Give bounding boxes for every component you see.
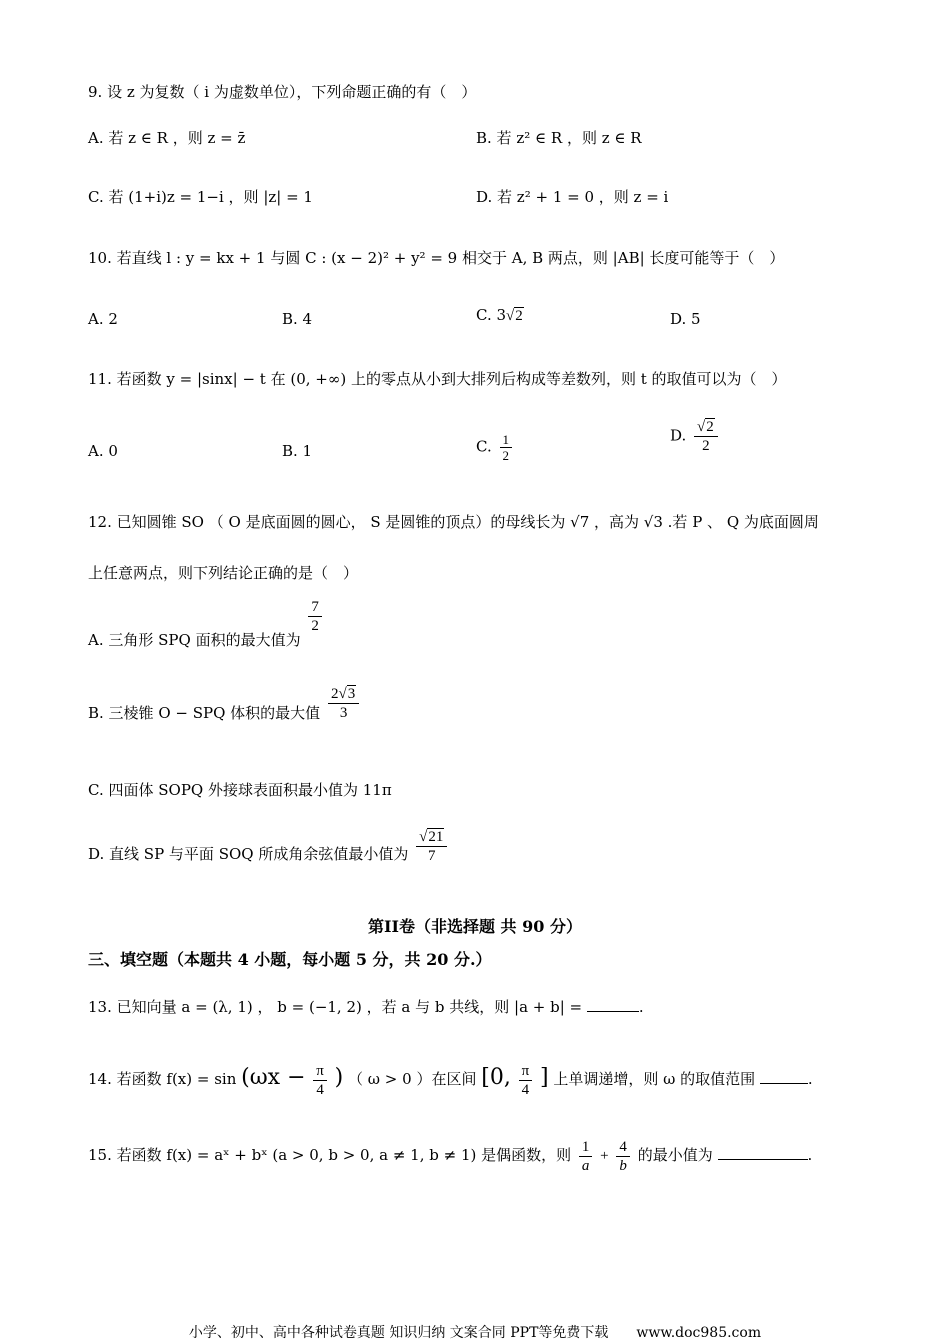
- q11-option-c-label: C.: [476, 437, 492, 456]
- q14-middle: （ ω > 0 ）在区间: [348, 1070, 477, 1088]
- plus-sign: +: [600, 1148, 609, 1164]
- q14-prefix: 14. 若函数 f(x) = sin: [88, 1070, 237, 1088]
- fraction-denominator: 4: [521, 1081, 530, 1098]
- sqrt-sign: √2: [506, 308, 523, 324]
- q10-option-d: D. 5: [670, 310, 701, 328]
- q14-paren-left: (ωx −: [241, 1065, 306, 1090]
- fraction-denominator: 2: [502, 448, 509, 463]
- radicand: 21: [428, 829, 444, 845]
- coefficient: 2: [330, 686, 339, 702]
- fraction: [328, 685, 359, 722]
- fraction: [308, 598, 322, 635]
- fraction-denominator: a: [581, 1157, 590, 1174]
- fraction: [616, 1138, 630, 1175]
- q12-option-a-text: A. 三角形 SPQ 面积的最大值为: [88, 630, 301, 649]
- fraction-denominator: 4: [316, 1081, 324, 1098]
- fraction-denominator: 7: [427, 848, 436, 864]
- q12-stem-line2: 上任意两点，则下列结论正确的是（ ）: [88, 564, 359, 582]
- q11-stem: 11. 若函数 y = |sinx| − t 在 (0, +∞) 上的零点从小到大排列后构成等差数列，则 t 的取值可以为（ ）: [88, 370, 787, 388]
- fraction-denominator: 2: [702, 438, 710, 454]
- q10-stem: 10. 若直线 l : y = kx + 1 与圆 C : (x − 2)² + y² = 9 相交于 A, B 两点，则 |AB| 长度可能等于（ ）: [88, 249, 785, 267]
- q12-option-d-text: D. 直线 SP 与平面 SOQ 所成角余弦值最小值为: [88, 844, 409, 863]
- fraction-numerator: 2√3: [328, 685, 359, 704]
- q12-option-d: [88, 828, 450, 865]
- q15-suffix: 的最小值为: [637, 1146, 713, 1164]
- q14-interval-right: ]: [539, 1065, 549, 1090]
- q15: 15. 若函数 f(x) = aˣ + bˣ (a > 0, b > 0, a ≠ 1, b ≠ 1) 是偶函数，则 $\frac{1}{a}$ + $\frac{4}{b}$ 的最小值为 .: [88, 1138, 813, 1174]
- fraction-numerator: 1: [500, 432, 513, 448]
- q14-paren-right: ): [334, 1065, 344, 1090]
- fraction-denominator: 3: [339, 705, 348, 721]
- q9-option-d: D. 若 z² + 1 = 0 ，则 z = i: [476, 188, 669, 206]
- q11-option-a: A. 0: [88, 442, 118, 460]
- q10-option-c-radicand: 2: [515, 308, 523, 324]
- q14: 14. 若函数 f(x) = sin (ωx − $\frac{\pi}{4}$ ) （ ω > 0 ）在区间 [0, $\frac{\pi}{4}$ ] 上单调递增，则 ω 的取值范围 .: [88, 1062, 813, 1098]
- fraction: [500, 432, 513, 463]
- fraction-numerator: 4: [616, 1138, 630, 1157]
- q13-text: 13. 已知向量 a = (λ, 1) ， b = (−1, 2) ，若 a 与 b 共线，则 |a + b| =: [88, 998, 583, 1016]
- q9-option-c: C. 若 (1+i)z = 1−i ，则 |z| = 1: [88, 188, 313, 206]
- q12-option-a: [88, 598, 325, 649]
- q11-option-c: [476, 432, 515, 463]
- q9-stem: 9. 设 z 为复数（ i 为虚数单位），下列命题正确的有（ ）: [88, 83, 477, 101]
- q10-option-a: A. 2: [88, 310, 118, 328]
- page-footer: 小学、初中、高中各种试卷真题 知识归纳 文案合同 PPT等免费下载 www.doc985.com: [188, 1325, 762, 1341]
- answer-blank[interactable]: [587, 997, 639, 1012]
- fraction-numerator: √21: [416, 828, 447, 847]
- fraction: [694, 418, 718, 455]
- q10-option-c-prefix: C. 3: [476, 306, 507, 324]
- q12-option-c: C. 四面体 SOPQ 外接球表面积最小值为 11π: [88, 781, 392, 799]
- q13: 13. 已知向量 a = (λ, 1) ， b = (−1, 2) ，若 a 与 b 共线，则 |a + b| = .: [88, 998, 644, 1016]
- fraction-numerator: √2: [694, 418, 718, 437]
- answer-blank[interactable]: [760, 1069, 808, 1084]
- fraction-numerator: π: [313, 1062, 327, 1081]
- fraction-numerator: 1: [579, 1138, 593, 1157]
- q14-suffix: 上单调递增，则 ω 的取值范围: [553, 1070, 756, 1088]
- fraction-numerator: π: [519, 1062, 533, 1081]
- section-3-title: 三、填空题（本题共 4 小题，每小题 5 分，共 20 分.）: [88, 950, 492, 969]
- q12-stem-line1: 12. 已知圆锥 SO （ O 是底面圆的圆心， S 是圆锥的顶点）的母线长为 √7 ，高为 √3 .若 P 、 Q 为底面圆周: [88, 513, 819, 531]
- q12-option-b-text: B. 三棱锥 O − SPQ 体积的最大值: [88, 703, 321, 722]
- q9-option-b: B. 若 z² ∈ R ，则 z ∈ R: [476, 129, 642, 147]
- fraction: [313, 1062, 327, 1099]
- q10-option-c: [476, 305, 524, 326]
- fraction-denominator: 2: [311, 618, 319, 634]
- radicand: 2: [706, 419, 714, 435]
- q11-option-d: [670, 418, 721, 455]
- fraction: [519, 1062, 533, 1099]
- q12-option-b: [88, 685, 362, 722]
- fraction: [579, 1138, 593, 1175]
- q11-option-d-label: D.: [670, 426, 687, 445]
- fraction: [416, 828, 447, 865]
- fraction-numerator: 7: [308, 598, 322, 617]
- section-2-title: 第II卷（非选择题 共 90 分）: [368, 917, 582, 936]
- q15-prefix: 15. 若函数 f(x) = aˣ + bˣ (a > 0, b > 0, a ≠ 1, b ≠ 1) 是偶函数，则: [88, 1146, 572, 1164]
- q11-option-b: B. 1: [282, 442, 313, 460]
- q10-option-b: B. 4: [282, 310, 313, 328]
- q9-option-a: A. 若 z ∈ R ，则 z = z̄: [88, 129, 246, 147]
- radicand: 3: [347, 686, 356, 702]
- fraction-denominator: b: [619, 1157, 627, 1174]
- q14-interval-left: [0,: [481, 1065, 511, 1090]
- answer-blank[interactable]: [718, 1145, 808, 1160]
